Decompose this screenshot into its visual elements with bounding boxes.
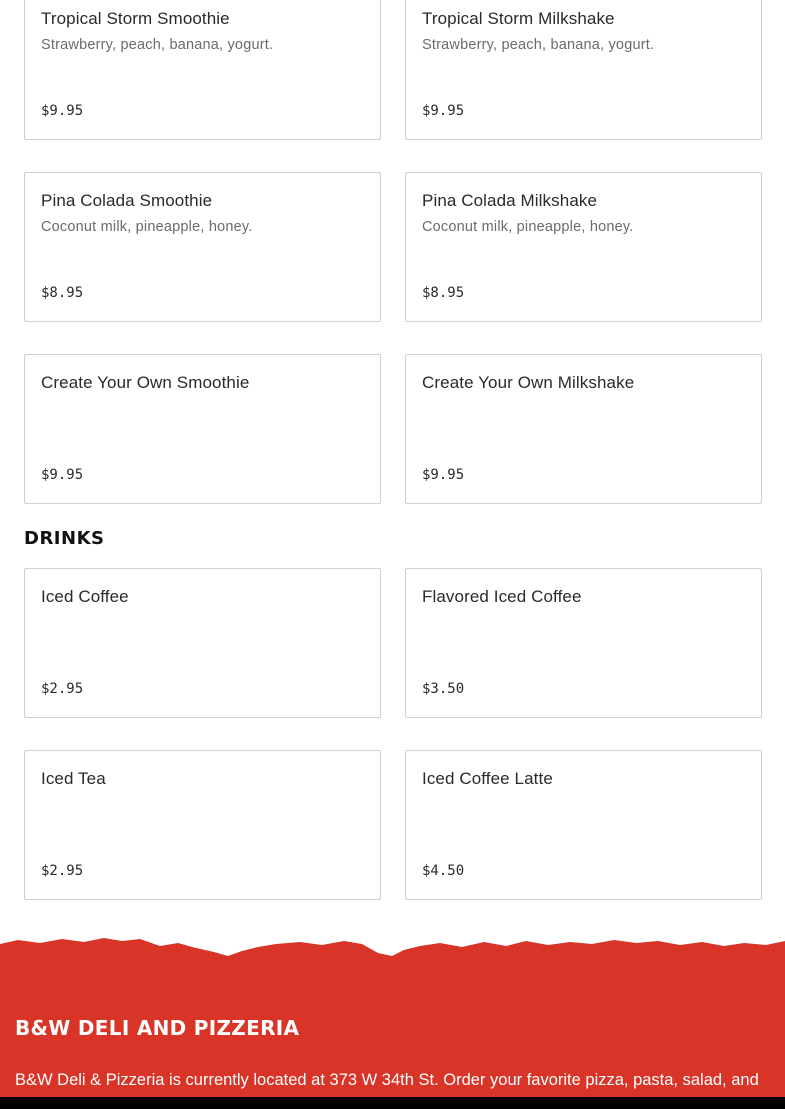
- menu-item-name: Iced Tea: [41, 769, 106, 788]
- menu-item-name: Create Your Own Smoothie: [41, 373, 250, 392]
- menu-item-card[interactable]: [405, 354, 762, 504]
- menu-item-description: Strawberry, peach, banana, yogurt.: [422, 37, 655, 53]
- footer-description: B&W Deli & Pizzeria is currently located at 373 W 34th St. Order your favorite pizza, pasta, salad, and: [15, 1071, 759, 1089]
- menu-item-price: $4.50: [422, 863, 465, 879]
- menu-item-price: $8.95: [41, 285, 84, 301]
- menu-item-name: Iced Coffee Latte: [422, 769, 553, 788]
- bottom-bar: [0, 1097, 785, 1109]
- menu-item-card[interactable]: [24, 568, 381, 718]
- menu-item-price: $9.95: [41, 467, 84, 483]
- menu-item-card[interactable]: [24, 172, 381, 322]
- menu-item-price: $8.95: [422, 285, 465, 301]
- menu-item-card[interactable]: [405, 0, 762, 140]
- menu-item-price: $2.95: [41, 681, 84, 697]
- site-footer: [0, 934, 785, 1109]
- menu-item-name: Pina Colada Smoothie: [41, 191, 213, 210]
- section-title-drinks: DRINKS: [24, 528, 105, 549]
- menu-item-price: $3.50: [422, 681, 465, 697]
- menu-item-name: Tropical Storm Smoothie: [41, 9, 230, 28]
- menu-item-name: Create Your Own Milkshake: [422, 373, 635, 392]
- menu-item-price: $9.95: [422, 103, 465, 119]
- menu-item-price: $9.95: [41, 103, 84, 119]
- menu-item-description: Coconut milk, pineapple, honey.: [41, 219, 253, 235]
- menu-item-card[interactable]: [24, 750, 381, 900]
- menu-item-card[interactable]: [405, 172, 762, 322]
- menu-item-description: Coconut milk, pineapple, honey.: [422, 219, 634, 235]
- menu-item-card[interactable]: [405, 568, 762, 718]
- menu-item-name: Pina Colada Milkshake: [422, 191, 598, 210]
- menu-item-card[interactable]: [24, 354, 381, 504]
- menu-item-name: Tropical Storm Milkshake: [422, 9, 615, 28]
- menu-item-description: Strawberry, peach, banana, yogurt.: [41, 37, 274, 53]
- footer-title: B&W DELI AND PIZZERIA: [15, 1016, 300, 1040]
- menu-item-name: Flavored Iced Coffee: [422, 587, 582, 606]
- menu-item-card[interactable]: [405, 750, 762, 900]
- menu-item-price: $2.95: [41, 863, 84, 879]
- menu-item-card[interactable]: [24, 0, 381, 140]
- menu-item-price: $9.95: [422, 467, 465, 483]
- menu-item-name: Iced Coffee: [41, 587, 129, 606]
